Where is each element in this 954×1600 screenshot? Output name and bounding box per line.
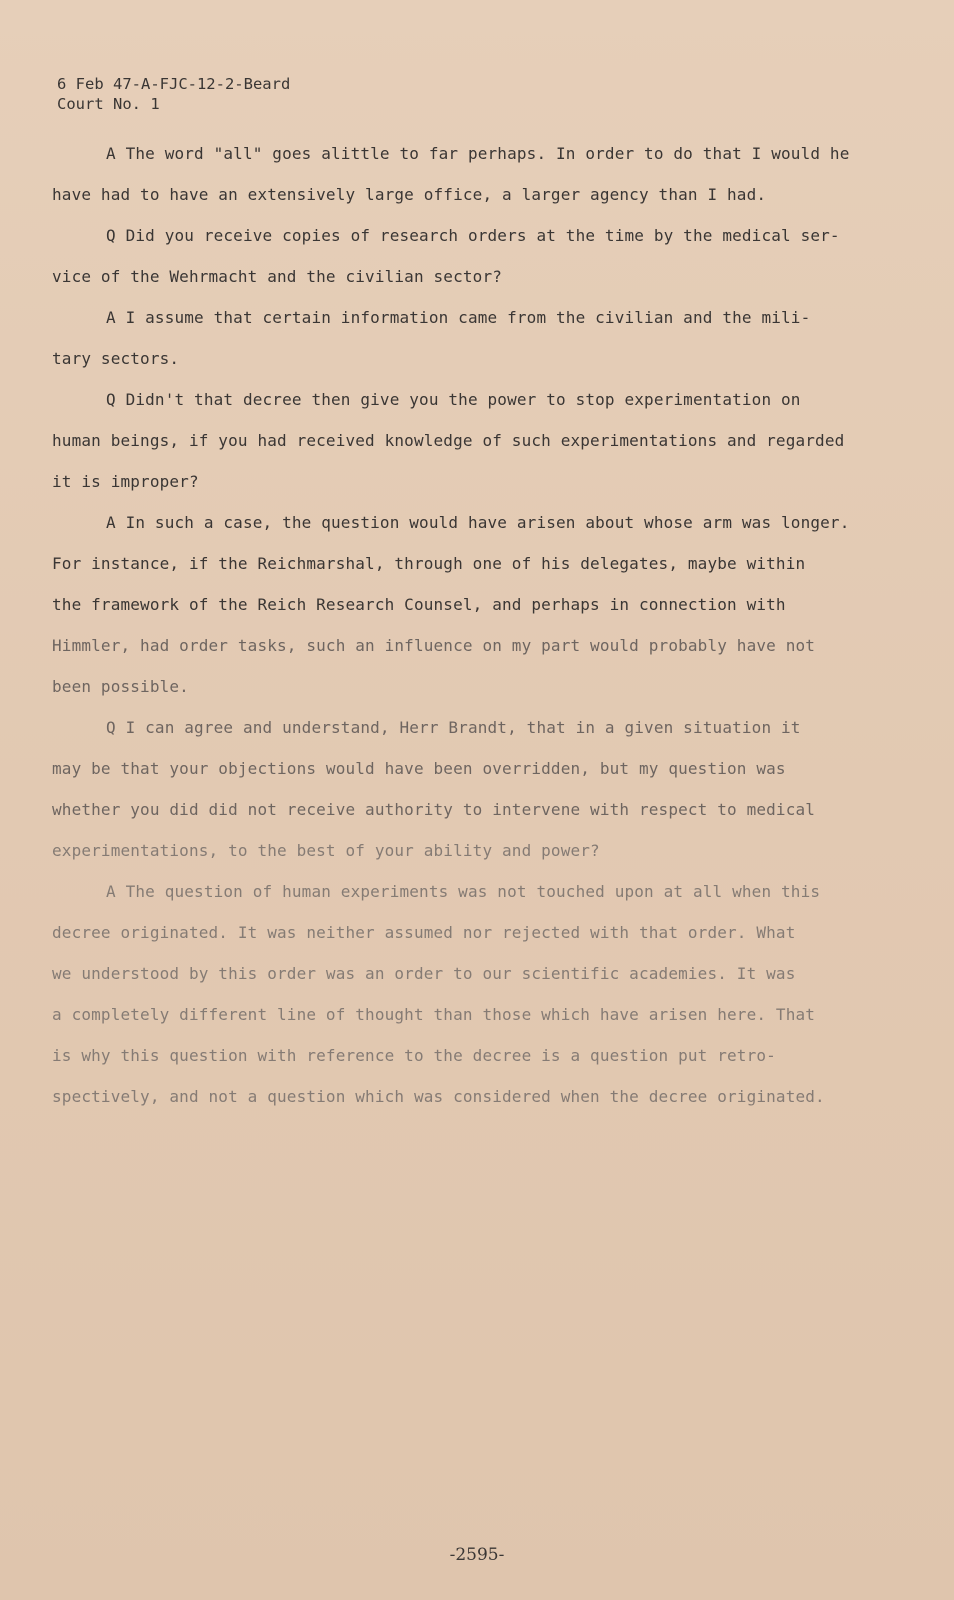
transcript-line: For instance, if the Reichmarshal, through one of his delegates, maybe within xyxy=(52,554,806,573)
transcript-line: Q I can agree and understand, Herr Brandt, that in a given situation it xyxy=(106,718,801,737)
transcript-line: vice of the Wehrmacht and the civilian sector? xyxy=(52,267,503,286)
document-header xyxy=(57,74,290,114)
transcript-line: been possible. xyxy=(52,677,189,696)
header-court: Court No. 1 xyxy=(57,95,160,113)
transcript-line: have had to have an extensively large office, a larger agency than I had. xyxy=(52,185,767,204)
transcript-line: we understood by this order was an order to our scientific academies. It was xyxy=(52,964,796,983)
transcript-line: tary sectors. xyxy=(52,349,180,368)
transcript-line: A I assume that certain information came from the civilian and the mili- xyxy=(106,308,811,327)
transcript-line: a completely different line of thought than those which have arisen here. That xyxy=(52,1005,816,1024)
transcript-line: Q Did you receive copies of research orders at the time by the medical ser- xyxy=(106,226,840,245)
transcript-line: is why this question with reference to the decree is a question put retro- xyxy=(52,1046,776,1065)
transcript-line: may be that your objections would have been overridden, but my question was xyxy=(52,759,786,778)
page-number: -2595- xyxy=(449,1545,505,1565)
transcript-line: whether you did did not receive authority to intervene with respect to medical xyxy=(52,800,816,819)
transcript-line: spectively, and not a question which was considered when the decree originated. xyxy=(52,1087,825,1106)
transcript-line: it is improper? xyxy=(52,472,199,491)
transcript-line: Himmler, had order tasks, such an influence on my part would probably have not xyxy=(52,636,816,655)
transcript-line: A In such a case, the question would have arisen about whose arm was longer. xyxy=(106,513,850,532)
transcript-body xyxy=(52,133,912,1117)
transcript-line: Q Didn't that decree then give you the power to stop experimentation on xyxy=(106,390,801,409)
transcript-line: A The word "all" goes alittle to far perhaps. In order to do that I would he xyxy=(106,144,850,163)
transcript-line: experimentations, to the best of your ability and power? xyxy=(52,841,600,860)
transcript-line: human beings, if you had received knowledge of such experimentations and regarded xyxy=(52,431,845,450)
transcript-line: the framework of the Reich Research Counsel, and perhaps in connection with xyxy=(52,595,786,614)
header-reference: 6 Feb 47-A-FJC-12-2-Beard xyxy=(57,75,291,93)
transcript-line: A The question of human experiments was not touched upon at all when this xyxy=(106,882,821,901)
transcript-line: decree originated. It was neither assumed nor rejected with that order. What xyxy=(52,923,796,942)
